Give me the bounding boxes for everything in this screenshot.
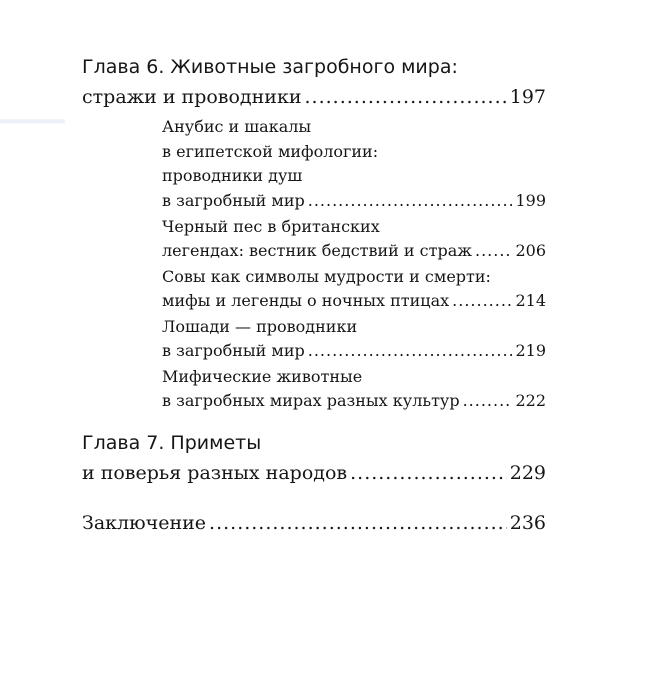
- section-anubis-line1[interactable]: Анубис и шакалы: [162, 117, 312, 136]
- page-number: 222: [515, 391, 546, 410]
- page-number: 197: [509, 86, 546, 108]
- section-black-dog-line2[interactable]: легендах: вестник бедствий и страж ..... 206: [162, 241, 546, 260]
- section-anubis-line2[interactable]: в египетской мифологии:: [162, 142, 379, 161]
- section-mythical-line1[interactable]: Мифические животные: [162, 367, 363, 386]
- dot-leader: [475, 241, 512, 260]
- chapter-6-title-line2[interactable]: стражи и проводники ..... 197: [82, 86, 546, 108]
- section-owls-line2[interactable]: мифы и легенды о ночных птицах ..... 214: [162, 291, 546, 310]
- dot-leader: [452, 291, 512, 310]
- dot-leader: [463, 391, 513, 410]
- page-number: 206: [515, 241, 546, 260]
- dot-leader: [305, 86, 507, 108]
- page-number: 236: [509, 512, 546, 534]
- section-black-dog-line1[interactable]: Черный пес в британских: [162, 217, 380, 236]
- section-anubis-line4[interactable]: в загробный мир ..... 199: [162, 191, 546, 210]
- chapter-7-title-line2[interactable]: и поверья разных народов ..... 229: [82, 462, 546, 484]
- dot-leader: [308, 341, 513, 360]
- conclusion-entry[interactable]: Заключение ..... 236: [82, 512, 546, 534]
- dot-leader: [350, 462, 507, 484]
- page-number: 229: [509, 462, 546, 484]
- section-horses-line2[interactable]: в загробный мир ..... 219: [162, 341, 546, 360]
- page-number: 219: [515, 341, 546, 360]
- page-number: 214: [515, 291, 546, 310]
- page-number: 199: [515, 191, 546, 210]
- chapter-6-title-line1[interactable]: Глава 6. Животные загробного мира:: [82, 56, 458, 78]
- section-owls-line1[interactable]: Совы как символы мудрости и смерти:: [162, 267, 491, 286]
- section-mythical-line2[interactable]: в загробных мирах разных культур ..... 222: [162, 391, 546, 410]
- chapter-7-title-line1[interactable]: Глава 7. Приметы: [82, 432, 262, 454]
- section-horses-line1[interactable]: Лошади — проводники: [162, 317, 358, 336]
- section-anubis-line3[interactable]: проводники душ: [162, 166, 303, 185]
- dot-leader: [308, 191, 513, 210]
- dot-leader: [209, 512, 507, 534]
- bleed-through-text: ▂▂▂▂▂▂: [0, 108, 65, 124]
